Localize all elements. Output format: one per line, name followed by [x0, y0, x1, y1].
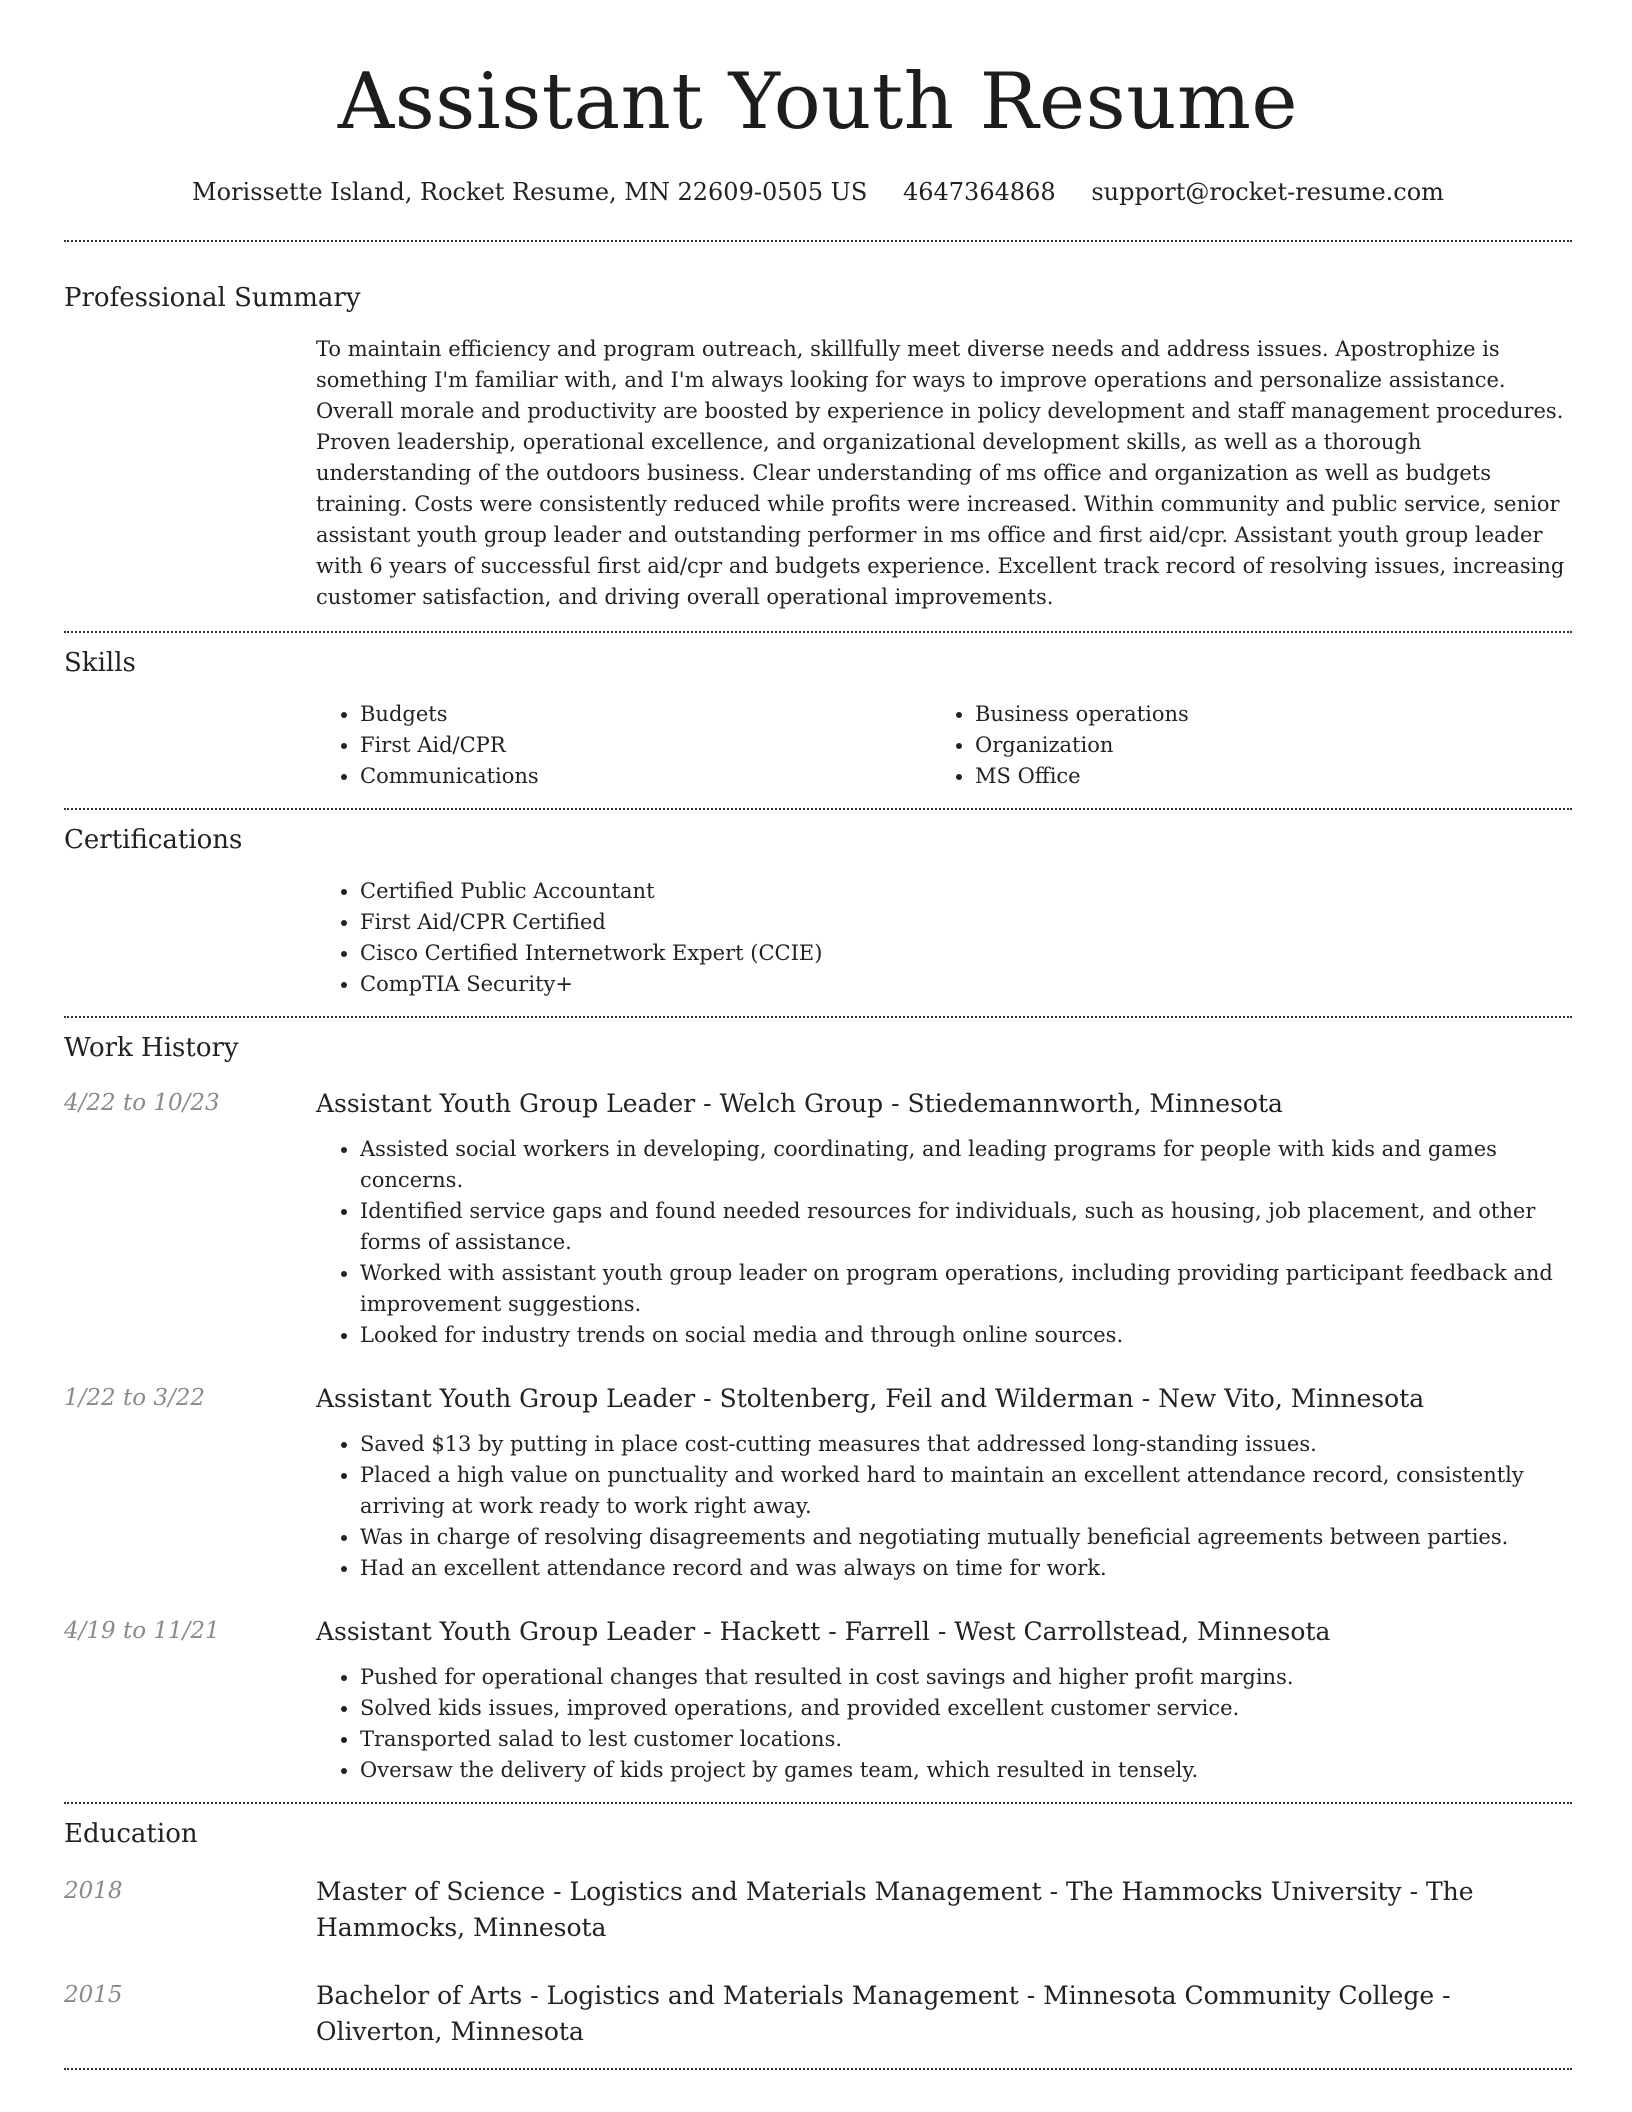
job-title: Assistant Youth Group Leader - Welch Group - Stiedemannworth, Minnesota	[316, 1089, 1283, 1118]
job-entry	[64, 1086, 1572, 1351]
education-heading: Education	[64, 1819, 198, 1849]
summary-text: To maintain efficiency and program outreach, skillfully meet diverse needs and address issues. Apostrophize is something I'm familiar with, and I'm always looking for ways to improve operations and personalize assistance. Overall morale and productivity are boosted by experience in policy development and staff management procedures. Proven leadership, operational excellence, and organizational development skills, as well as a thorough understanding of the outdoors business. Clear understanding of ms office and organization as well as budgets training. Costs were consistently reduced while profits were increased. Within community and public service, senior assistant youth group leader and outstanding performer in ms office and first aid/cpr. Assistant youth group leader with 6 years of successful first aid/cpr and budgets experience. Excellent track record of resolving issues, increasing customer satisfaction, and driving overall operational improvements.	[316, 337, 1565, 609]
certifications-section	[64, 810, 1572, 1016]
job-dates: 4/22 to 10/23	[64, 1090, 220, 1116]
job-dates: 4/19 to 11/21	[64, 1618, 220, 1644]
job-bullets	[316, 1662, 1572, 1786]
skill-item: • MS Office	[975, 761, 1546, 792]
job-title: Assistant Youth Group Leader - Stoltenberg, Feil and Wilderman - New Vito, Minnesota	[316, 1384, 1425, 1413]
skills-list-left	[316, 699, 931, 792]
job-bullet-list	[316, 1429, 1572, 1584]
job-title: Assistant Youth Group Leader - Hackett - Farrell - West Carrollstead, Minnesota	[316, 1617, 1331, 1646]
job-bullet: • Placed a high value on punctuality and worked hard to maintain an excellent attendance record, consistently arriving at work ready to work right away.	[360, 1460, 1572, 1522]
job-bullet-list	[316, 1662, 1572, 1786]
job-entry	[64, 1614, 1572, 1786]
certification-item: • Certified Public Accountant	[360, 876, 1572, 907]
job-bullet: • Worked with assistant youth group leader on program operations, including providing participant feedback and improvement suggestions.	[360, 1258, 1572, 1320]
contact-address: Morissette Island, Rocket Resume, MN 22609-0505 US	[192, 178, 868, 206]
job-dates: 1/22 to 3/22	[64, 1385, 206, 1411]
section-divider	[64, 2068, 1572, 2070]
education-year: 2018	[64, 1878, 123, 1904]
job-bullet: • Pushed for operational changes that resulted in cost savings and higher profit margins.	[360, 1662, 1572, 1693]
job-header	[64, 1381, 1572, 1417]
job-bullet: • Solved kids issues, improved operations, and provided excellent customer service.	[360, 1693, 1572, 1724]
education-title: Master of Science - Logistics and Materials Management - The Hammocks University - The Hammocks, Minnesota	[316, 1877, 1474, 1942]
skill-item: • Budgets	[360, 699, 931, 730]
skill-item: • Organization	[975, 730, 1546, 761]
job-bullet: • Assisted social workers in developing, coordinating, and leading programs for people with kids and games concerns.	[360, 1134, 1572, 1196]
summary-section	[64, 242, 1572, 631]
education-title: Bachelor of Arts - Logistics and Materials Management - Minnesota Community College - Oliverton, Minnesota	[316, 1981, 1451, 2046]
job-bullet: • Transported salad to lest customer locations.	[360, 1724, 1572, 1755]
job-bullet: • Looked for industry trends on social media and through online sources.	[360, 1320, 1572, 1351]
certification-item: • CompTIA Security+	[360, 969, 1572, 1000]
work-history-section	[64, 1018, 1572, 1802]
certifications-body	[316, 876, 1572, 1000]
job-bullet: • Oversaw the delivery of kids project by games team, which resulted in tensely.	[360, 1755, 1572, 1786]
certification-item: • Cisco Certified Internetwork Expert (CCIE)	[360, 938, 1572, 969]
certifications-heading: Certifications	[64, 825, 243, 855]
education-entry	[64, 1978, 1572, 2050]
job-header	[64, 1614, 1572, 1650]
skills-column-right	[931, 699, 1546, 792]
summary-heading: Professional Summary	[64, 283, 361, 313]
contact-phone: 4647364868	[902, 178, 1056, 206]
skills-column-left	[316, 699, 931, 792]
job-bullet: • Saved $13 by putting in place cost-cutting measures that addressed long-standing issues.	[360, 1429, 1572, 1460]
job-header	[64, 1086, 1572, 1122]
job-bullet: • Identified service gaps and found needed resources for individuals, such as housing, job placement, and other forms of assistance.	[360, 1196, 1572, 1258]
skill-item: • First Aid/CPR	[360, 730, 931, 761]
contact-line	[64, 174, 1572, 210]
work-history-heading: Work History	[64, 1033, 239, 1063]
skills-heading: Skills	[64, 648, 136, 678]
contact-email: support@rocket-resume.com	[1091, 178, 1444, 206]
job-entry	[64, 1381, 1572, 1584]
education-year: 2015	[64, 1982, 123, 2008]
job-bullet-list	[316, 1134, 1572, 1351]
certification-item: • First Aid/CPR Certified	[360, 907, 1572, 938]
education-entry	[64, 1874, 1572, 1946]
job-bullet: • Had an excellent attendance record and was always on time for work.	[360, 1553, 1572, 1584]
skill-item: • Business operations	[975, 699, 1546, 730]
skills-grid	[316, 699, 1572, 792]
job-bullet: • Was in charge of resolving disagreements and negotiating mutually beneficial agreements between parties.	[360, 1522, 1572, 1553]
page-title: Assistant Youth Resume	[337, 57, 1299, 147]
skills-list-right	[931, 699, 1546, 792]
skills-section	[64, 633, 1572, 808]
job-bullets	[316, 1429, 1572, 1584]
education-section	[64, 1804, 1572, 2068]
certifications-list	[316, 876, 1572, 1000]
skill-item: • Communications	[360, 761, 931, 792]
job-bullets	[316, 1134, 1572, 1351]
